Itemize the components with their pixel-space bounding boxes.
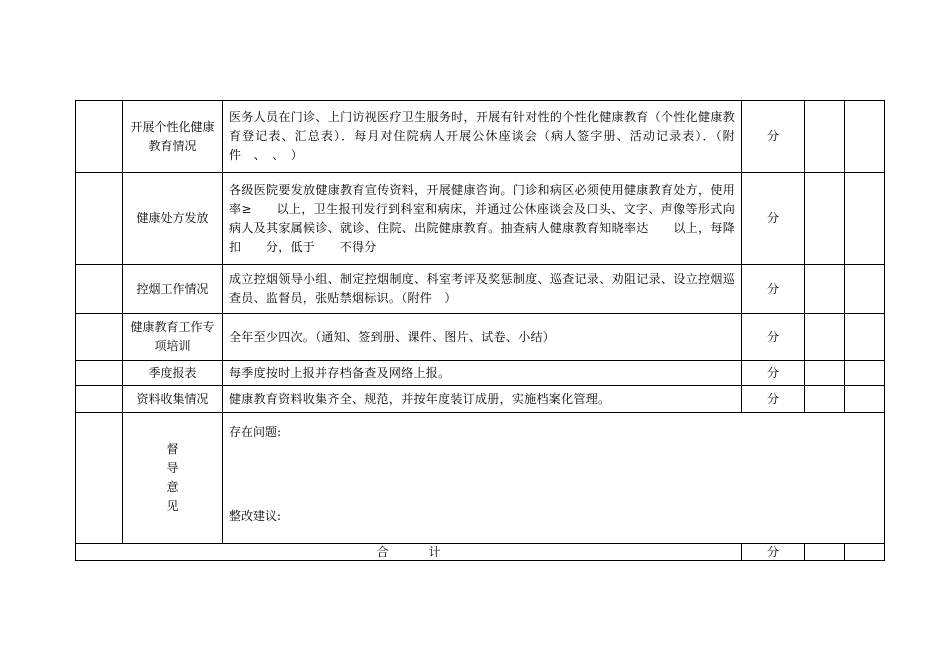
total-label — [76, 544, 742, 561]
suggestions-label: 整改建议: — [229, 509, 282, 523]
table-row — [76, 173, 885, 265]
empty-cell — [76, 361, 123, 386]
empty-cell — [76, 386, 123, 413]
empty-cell[interactable] — [845, 101, 885, 173]
item-content: 各级医院要发放健康教育宣传资料，开展健康咨询。门诊和病区必须使用健康教育处方，使用率≥ 以上，卫生报刊发行到科室和病床，并通过公休座谈会及口头、文字、声像等形式向病人及其家属候诊、就诊、住院、出院健康教育。抽查病人健康教育知晓率达 以上，每降 扣 分，低于 不得分 — [223, 173, 742, 265]
opinion-char: 意 — [166, 480, 179, 494]
table-row — [76, 386, 885, 413]
item-content: 全年至少四次。（通知、签到册、课件、图片、试卷、小结） — [223, 314, 742, 361]
supervision-form-table — [75, 100, 885, 561]
total-row — [76, 544, 885, 561]
score-cell[interactable]: 分 — [742, 173, 805, 265]
score-cell[interactable]: 分 — [742, 314, 805, 361]
empty-cell[interactable] — [845, 544, 885, 561]
total-score-cell[interactable]: 分 — [742, 544, 805, 561]
item-content: 医务人员在门诊、上门访视医疗卫生服务时，开展有针对性的个性化健康教育（个性化健康教育登记表、汇总表）．每月对住院病人开展公休座谈会（病人签字册、活动记录表）．（附件 、 、 ） — [223, 101, 742, 173]
empty-cell[interactable] — [805, 173, 845, 265]
empty-cell[interactable] — [805, 386, 845, 413]
opinion-char: 见 — [166, 499, 179, 513]
item-content: 成立控烟领导小组、制定控烟制度、科室考评及奖惩制度、巡查记录、劝阻记录、设立控烟巡查员、监督员，张贴禁烟标识。（附件 ） — [223, 265, 742, 314]
empty-cell — [76, 101, 123, 173]
empty-cell[interactable] — [805, 361, 845, 386]
empty-cell[interactable] — [805, 544, 845, 561]
empty-cell[interactable] — [845, 265, 885, 314]
total-label-char: 合 — [376, 544, 389, 559]
empty-cell — [76, 173, 123, 265]
item-content: 每季度按时上报并存档备查及网络上报。 — [223, 361, 742, 386]
supervision-opinion-label — [123, 413, 223, 544]
item-content: 健康教育资料收集齐全、规范，并按年度装订成册，实施档案化管理。 — [223, 386, 742, 413]
opinion-char: 督 — [166, 442, 179, 456]
empty-cell — [76, 265, 123, 314]
empty-cell[interactable] — [845, 386, 885, 413]
table-row — [76, 101, 885, 173]
opinion-field[interactable] — [223, 413, 885, 544]
opinion-row — [76, 413, 885, 544]
empty-cell — [76, 413, 123, 544]
total-label-char: 计 — [428, 544, 441, 559]
item-name: 健康教育工作专项培训 — [123, 314, 223, 361]
opinion-char: 导 — [166, 461, 179, 475]
empty-cell[interactable] — [845, 314, 885, 361]
score-cell[interactable]: 分 — [742, 101, 805, 173]
score-cell[interactable]: 分 — [742, 265, 805, 314]
item-name: 控烟工作情况 — [123, 265, 223, 314]
empty-cell[interactable] — [805, 314, 845, 361]
table-row — [76, 361, 885, 386]
score-cell[interactable]: 分 — [742, 361, 805, 386]
empty-cell — [76, 314, 123, 361]
item-name: 季度报表 — [123, 361, 223, 386]
empty-cell[interactable] — [805, 101, 845, 173]
empty-cell[interactable] — [805, 265, 845, 314]
item-name: 开展个性化健康教育情况 — [123, 101, 223, 173]
table-row — [76, 314, 885, 361]
item-name: 资料收集情况 — [123, 386, 223, 413]
score-cell[interactable]: 分 — [742, 386, 805, 413]
issues-label: 存在问题: — [229, 425, 282, 439]
item-name: 健康处方发放 — [123, 173, 223, 265]
empty-cell[interactable] — [845, 361, 885, 386]
table-row — [76, 265, 885, 314]
empty-cell[interactable] — [845, 173, 885, 265]
